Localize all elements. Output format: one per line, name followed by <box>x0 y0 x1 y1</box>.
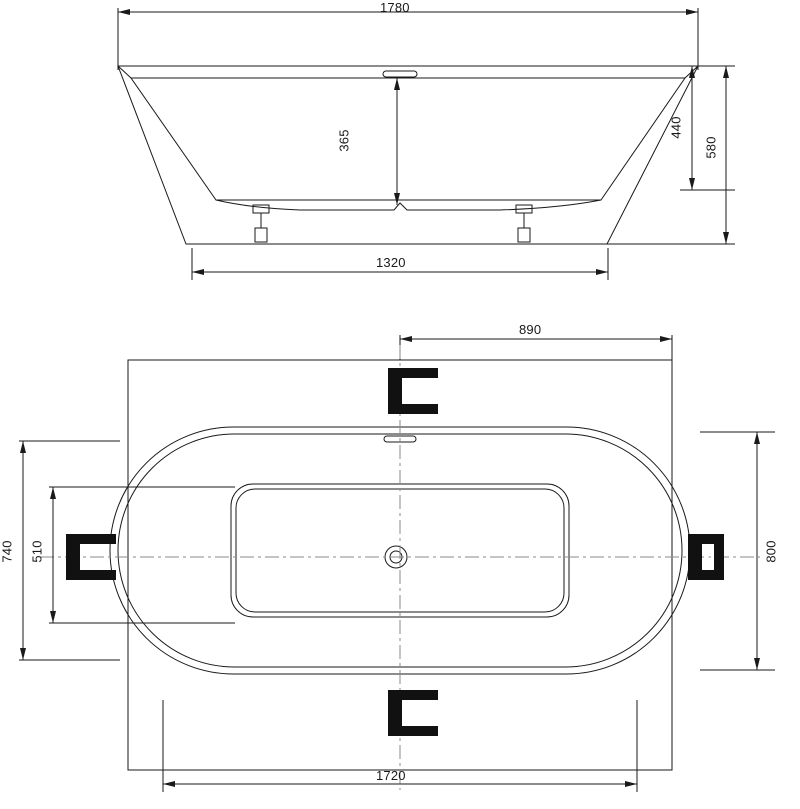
dim-label-890: 890 <box>519 322 542 337</box>
section-marker-bottom-label: 1 <box>406 704 415 721</box>
dim-1780 <box>118 8 698 70</box>
dim-label-1320: 1320 <box>376 255 406 270</box>
tub-feet-elevation <box>249 205 536 244</box>
overflow-slot-elevation <box>383 71 417 77</box>
tub-elevation-outline <box>118 66 698 244</box>
section-marker-top-label: 1 <box>406 382 415 399</box>
section-marker-left-label: 1 <box>84 548 93 565</box>
dim-label-365: 365 <box>336 129 352 152</box>
dim-label-510: 510 <box>29 540 45 563</box>
dim-label-440: 440 <box>668 116 684 139</box>
dim-label-580: 580 <box>703 136 719 159</box>
dim-365 <box>394 78 400 205</box>
dim-label-800: 800 <box>763 540 779 563</box>
dim-label-740: 740 <box>0 540 15 563</box>
dim-890 <box>400 335 672 440</box>
section-marker-right-label: 1 <box>703 548 712 565</box>
dim-label-1780: 1780 <box>380 0 410 15</box>
section-marker-shapes <box>66 368 724 736</box>
dim-label-1720: 1720 <box>376 768 406 783</box>
